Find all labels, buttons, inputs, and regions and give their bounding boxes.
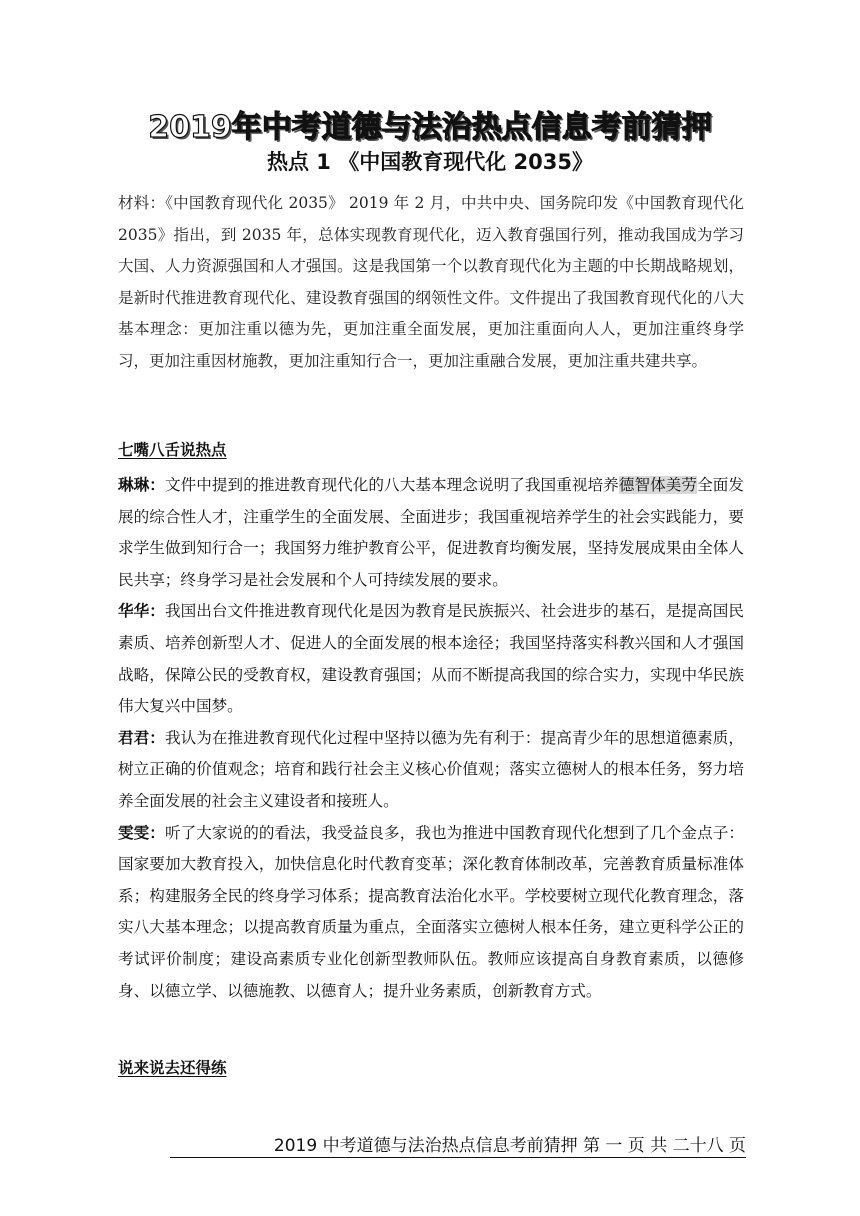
material-paragraph: 材料：《中国教育现代化 2035》 2019 年 2 月，中共中央、国务院印发《中国教育现代化 2035》指出，到 2035 年，总体实现教育现代化，迈入教育强国行列，推动我国成为学习大国、人力资源强国和人才强国。这是我国第一个以教育现代化为主题的中长期战略规划，是新时代推进教育现代化、建设教育强国的纲领性文件。文件提出了我国教育现代化的八大基本理念：更加注重以德为先，更加注重全面发展，更加注重面向人人，更加注重终身学习，更加注重因材施教，更加注重知行合一，更加注重融合发展，更加注重共建共享。 xyxy=(118,194,744,370)
speaker-name: 华华： xyxy=(118,602,165,621)
opinion-linlin xyxy=(118,470,744,596)
speaker-name: 君君： xyxy=(118,728,165,747)
opinion-text: 我认为在推进教育现代化过程中坚持以德为先有利于：提高青少年的思想道德素质，树立正确的价值观念；培育和践行社会主义核心价值观；落实立德树人的根本任务，努力培养全面发展的社会主义建设者和接班人。 xyxy=(118,728,744,810)
speaker-name: 雯雯： xyxy=(118,823,165,842)
opinion-text: 我国出台文件推进教育现代化是因为教育是民族振兴、社会进步的基石，是提高国民素质、培养创新型人才、促进人的全面发展的根本途径；我国坚持落实科教兴国和人才强国战略，保障公民的受教育权，建设教育强国；从而不断提高我国的综合实力，实现中华民族伟大复兴中国梦。 xyxy=(118,602,744,716)
speaker-name: 琳琳： xyxy=(118,476,165,494)
highlighted-text: 德智体美劳 xyxy=(618,476,698,494)
page-footer: 2019 中考道德与法治热点信息考前猜押 第 一 页 共 二十八 页 xyxy=(170,1131,746,1158)
opinions-block xyxy=(118,470,744,1007)
opinion-text: 全面发展的综合性人才，注重学生的全面发展、全面进步；我国重视培养学生的社会实践能力，要求学生做到知行合一；我国努力维护教育公平，促进教育均衡发展，坚持发展成果由全体人民共享；终身学习是社会发展和个人可持续发展的要求。 xyxy=(118,476,744,589)
opinion-text: 文件中提到的推进教育现代化的八大基本理念说明了我国重视培养 xyxy=(164,476,619,494)
hotspot-subtitle: 热点 1 《中国教育现代化 2035》 xyxy=(267,150,593,174)
opinion-wenwen xyxy=(118,818,744,1008)
opinion-huahua xyxy=(118,596,744,722)
section-heading-practice: 说来说去还得练 xyxy=(118,1059,227,1077)
opinion-junjun xyxy=(118,723,744,818)
section-heading-discussion: 七嘴八舌说热点 xyxy=(118,441,227,459)
opinion-text: 听了大家说的的看法，我受益良多，我也为推进中国教育现代化想到了几个金点子：国家要加大教育投入，加快信息化时代教育变革；深化教育体制改革，完善教育质量标准体系；构建服务全民的终身学习体系；提高教育法治化水平。学校要树立现代化教育理念，落实八大基本理念；以提高教育质量为重点，全面落实立德树人根本任务，建立更科学公正的考试评价制度；建设高素质专业化创新型教师队伍。教师应该提高自身教育素质，以德修身、以德立学、以德施教、以德育人；提升业务素质，创新教育方式。 xyxy=(118,823,744,1000)
page-title: 2019年中考道德与法治热点信息考前猜押 xyxy=(148,110,712,145)
